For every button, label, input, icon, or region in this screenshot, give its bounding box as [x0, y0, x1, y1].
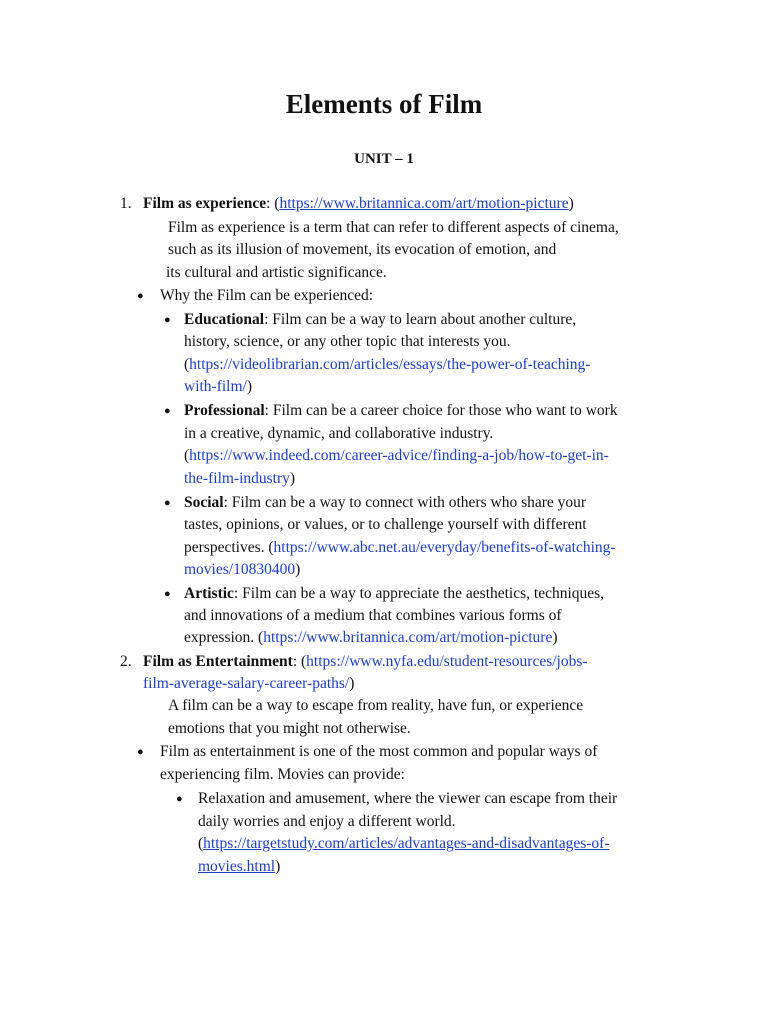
- section-2-heading: Film as Entertainment: [143, 653, 293, 670]
- close-paren: ): [295, 561, 301, 578]
- section-2-body-line: emotions that you might not otherwise.: [168, 720, 411, 737]
- social-link[interactable]: https://www.abc.net.au/everyday/benefits-of-watching-: [273, 539, 616, 556]
- section-1-link[interactable]: https://www.britannica.com/art/motion-picture: [279, 195, 569, 212]
- artistic-text: expression. (: [184, 629, 264, 646]
- section-1-heading: Film as experience: [143, 195, 267, 212]
- bullet-icon: ●: [176, 793, 183, 805]
- artistic-link[interactable]: https://www.britannica.com/art/motion-picture: [263, 629, 553, 646]
- section-1-body-line: such as its illusion of movement, its evocation of emotion, and: [168, 241, 557, 258]
- section-2-link[interactable]: https://www.nyfa.edu/student-resources/jobs-: [306, 653, 588, 670]
- educational-link-line: [184, 375, 252, 398]
- entertainment-line: Film as entertainment is one of the most common and popular ways of: [160, 743, 598, 760]
- social-heading: Social: [184, 494, 224, 511]
- section-2-link-line: [143, 672, 354, 695]
- section-1-number: 1.: [120, 195, 132, 212]
- section-1-close: ): [568, 195, 574, 212]
- section-2-body-line: A film can be a way to escape from reality, have fun, or experience: [168, 697, 584, 714]
- educational-heading: Educational: [184, 311, 265, 328]
- bullet-icon: ●: [164, 314, 171, 326]
- section-2-heading-line: [143, 650, 588, 673]
- professional-line: [184, 399, 618, 422]
- professional-link-line: [184, 467, 295, 490]
- artistic-heading: Artistic: [184, 585, 234, 602]
- educational-text: : Film can be a way to learn about another culture,: [264, 311, 577, 328]
- close-paren: ): [289, 470, 296, 487]
- section-2-close: ): [349, 675, 355, 692]
- relaxation-link[interactable]: https://targetstudy.com/articles/advantages-and-disadvantages-of-: [203, 835, 610, 852]
- social-link-line: [184, 558, 300, 581]
- social-text: perspectives. (: [184, 539, 274, 556]
- social-link-line: [184, 536, 616, 559]
- educational-link-line: [184, 353, 590, 376]
- bullet-icon: ●: [137, 746, 144, 758]
- professional-link-line: [184, 444, 609, 467]
- relaxation-link-cont[interactable]: movies.html: [198, 858, 276, 875]
- section-1-body-line: Film as experience is a term that can refer to different aspects of cinema,: [168, 219, 619, 236]
- educational-line: [184, 308, 576, 331]
- section-2-sep: : (: [292, 653, 307, 670]
- open-paren: (: [184, 356, 190, 373]
- section-1-heading-line: [143, 192, 574, 215]
- entertainment-line: experiencing film. Movies can provide:: [160, 766, 405, 783]
- section-1-sep: : (: [266, 195, 280, 212]
- bullet-icon: ●: [164, 405, 171, 417]
- professional-heading: Professional: [184, 402, 265, 419]
- section-1-body-line: its cultural and artistic significance.: [166, 264, 387, 281]
- bullet-icon: ●: [164, 588, 171, 600]
- close-paren: ): [246, 378, 253, 395]
- relaxation-link-line: [198, 855, 280, 878]
- artistic-text-line: and innovations of a medium that combines various forms of: [184, 607, 562, 624]
- professional-text: : Film can be a career choice for those who want to work: [264, 402, 618, 419]
- why-heading: Why the Film can be experienced:: [160, 287, 374, 304]
- professional-link-cont[interactable]: the-film-industry: [184, 470, 290, 487]
- educational-link-cont[interactable]: with-film/: [184, 378, 247, 395]
- social-link-cont[interactable]: movies/10830400: [184, 561, 296, 578]
- professional-link[interactable]: https://www.indeed.com/career-advice/finding-a-job/how-to-get-in-: [189, 447, 609, 464]
- relaxation-line: Relaxation and amusement, where the viewer can escape from their: [198, 790, 618, 807]
- artistic-link-line: [184, 626, 558, 649]
- social-text-line: tastes, opinions, or values, or to challenge yourself with different: [184, 516, 587, 533]
- educational-link[interactable]: https://videolibrarian.com/articles/essays/the-power-of-teaching-: [189, 356, 591, 373]
- close-paren: ): [275, 858, 281, 875]
- relaxation-line: daily worries and enjoy a different world.: [198, 813, 456, 830]
- artistic-line: [184, 582, 604, 605]
- bullet-icon: ●: [164, 497, 171, 509]
- social-text: : Film can be a way to connect with others who share your: [223, 494, 587, 511]
- artistic-text: : Film can be a way to appreciate the aesthetics, techniques,: [233, 585, 605, 602]
- unit-heading: UNIT – 1: [354, 151, 414, 167]
- social-line: [184, 491, 586, 514]
- section-2-link-cont[interactable]: film-average-salary-career-paths/: [143, 675, 350, 692]
- open-paren: (: [198, 835, 204, 852]
- page-title: Elements of Film: [285, 89, 483, 119]
- section-2-number: 2.: [120, 653, 132, 670]
- bullet-icon: ●: [137, 290, 144, 302]
- educational-text-line: history, science, or any other topic that interests you.: [184, 333, 511, 350]
- open-paren: (: [184, 447, 190, 464]
- close-paren: ): [552, 629, 558, 646]
- relaxation-link-line: [198, 832, 610, 855]
- professional-text-line: in a creative, dynamic, and collaborative industry.: [184, 425, 494, 442]
